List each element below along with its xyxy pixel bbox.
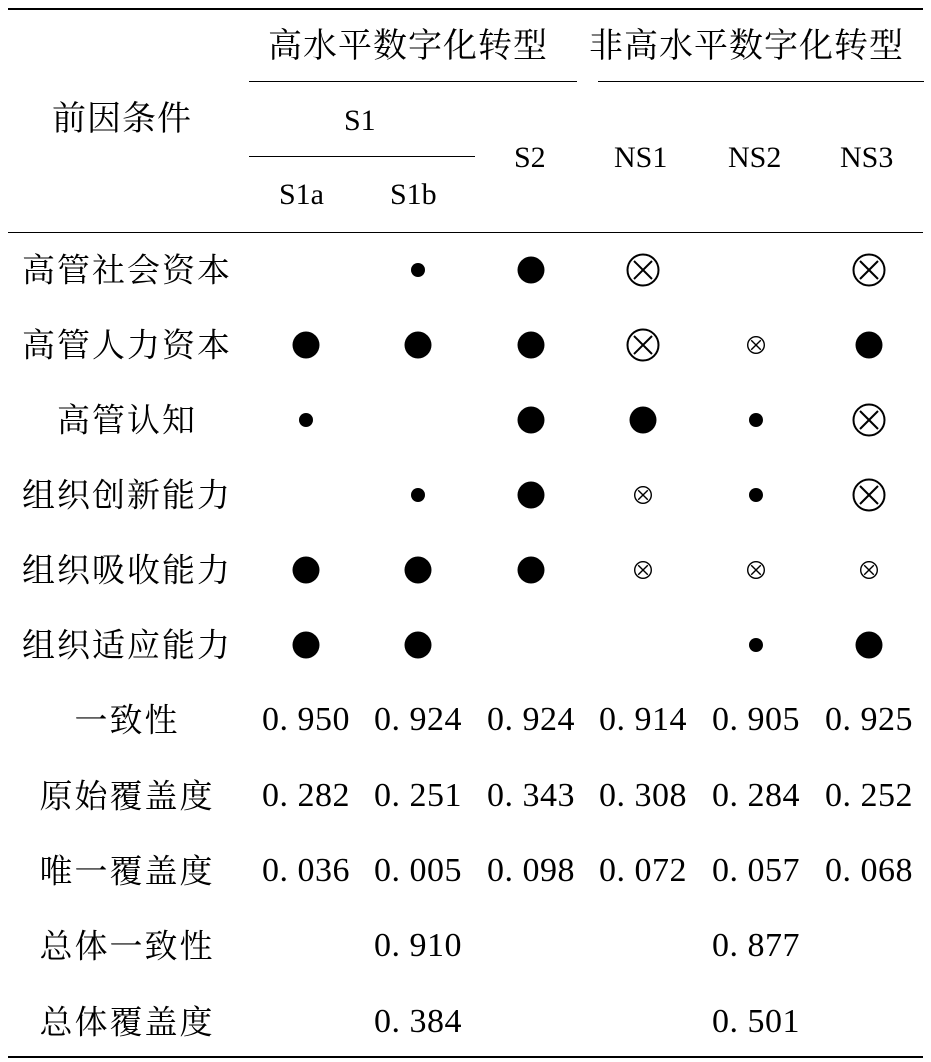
group-high-heading: 高水平数字化转型 — [268, 26, 548, 66]
metric-value: 0. 343 — [487, 777, 575, 814]
core-present-icon — [291, 630, 321, 660]
s1-underline — [249, 156, 475, 157]
peripheral-absent-icon — [633, 560, 653, 580]
metric-value: 0. 072 — [599, 852, 687, 889]
metric-value: 0. 924 — [374, 701, 462, 738]
core-present-icon — [854, 330, 884, 360]
condition-row-label: 组织创新能力 — [22, 475, 232, 515]
core-present-icon — [516, 480, 546, 510]
col-ns3-heading: NS3 — [840, 141, 894, 174]
condition-row-label: 高管认知 — [57, 400, 197, 440]
core-present-icon — [291, 330, 321, 360]
core-present-icon — [516, 405, 546, 435]
metric-value: 0. 252 — [825, 777, 913, 814]
metric-row-label: 原始覆盖度 — [39, 776, 215, 816]
antecedent-heading: 前因条件 — [52, 99, 192, 139]
metric-value: 0. 098 — [487, 852, 575, 889]
core-present-icon — [291, 555, 321, 585]
bottom-rule — [8, 1056, 923, 1058]
core-present-icon — [854, 630, 884, 660]
overall-value-non-high: 0. 877 — [712, 927, 800, 964]
core-present-icon — [628, 405, 658, 435]
metric-value: 0. 924 — [487, 701, 575, 738]
overall-row-label: 总体覆盖度 — [39, 1002, 215, 1042]
metric-value: 0. 284 — [712, 777, 800, 814]
core-absent-icon — [625, 327, 661, 363]
overall-value-high: 0. 910 — [374, 927, 462, 964]
metric-row-label: 唯一覆盖度 — [39, 851, 215, 891]
condition-row-label: 高管社会资本 — [22, 250, 232, 290]
peripheral-present-icon — [748, 637, 764, 653]
peripheral-present-icon — [298, 412, 314, 428]
core-absent-icon — [851, 402, 887, 438]
condition-row-label: 高管人力资本 — [22, 325, 232, 365]
peripheral-present-icon — [410, 487, 426, 503]
overall-row-label: 总体一致性 — [39, 926, 215, 966]
core-present-icon — [403, 630, 433, 660]
peripheral-present-icon — [410, 262, 426, 278]
peripheral-absent-icon — [859, 560, 879, 580]
col-ns2-heading: NS2 — [728, 141, 782, 174]
overall-value-non-high: 0. 501 — [712, 1003, 800, 1040]
metric-value: 0. 068 — [825, 852, 913, 889]
metric-row-label: 一致性 — [74, 700, 180, 740]
group-non-high-heading: 非高水平数字化转型 — [589, 26, 904, 66]
metric-value: 0. 308 — [599, 777, 687, 814]
core-present-icon — [403, 555, 433, 585]
peripheral-absent-icon — [633, 485, 653, 505]
core-absent-icon — [851, 477, 887, 513]
metric-value: 0. 950 — [262, 701, 350, 738]
metric-value: 0. 282 — [262, 777, 350, 814]
peripheral-absent-icon — [746, 335, 766, 355]
metric-value: 0. 057 — [712, 852, 800, 889]
col-s1a-heading: S1a — [279, 178, 324, 211]
core-present-icon — [516, 330, 546, 360]
peripheral-present-icon — [748, 487, 764, 503]
group-non-high-underline — [598, 81, 924, 82]
top-rule — [8, 8, 923, 10]
col-s1b-heading: S1b — [390, 178, 437, 211]
peripheral-absent-icon — [746, 560, 766, 580]
condition-row-label: 组织适应能力 — [22, 625, 232, 665]
group-high-underline — [249, 81, 577, 82]
condition-row-label: 组织吸收能力 — [22, 550, 232, 590]
col-s2-heading: S2 — [514, 141, 546, 174]
header-bottom-rule — [8, 232, 923, 233]
core-present-icon — [516, 255, 546, 285]
core-present-icon — [516, 555, 546, 585]
metric-value: 0. 914 — [599, 701, 687, 738]
core-absent-icon — [851, 252, 887, 288]
metric-value: 0. 251 — [374, 777, 462, 814]
col-ns1-heading: NS1 — [614, 141, 668, 174]
metric-value: 0. 005 — [374, 852, 462, 889]
peripheral-present-icon — [748, 412, 764, 428]
core-absent-icon — [625, 252, 661, 288]
metric-value: 0. 925 — [825, 701, 913, 738]
metric-value: 0. 036 — [262, 852, 350, 889]
metric-value: 0. 905 — [712, 701, 800, 738]
core-present-icon — [403, 330, 433, 360]
overall-value-high: 0. 384 — [374, 1003, 462, 1040]
col-s1-heading: S1 — [344, 104, 376, 137]
